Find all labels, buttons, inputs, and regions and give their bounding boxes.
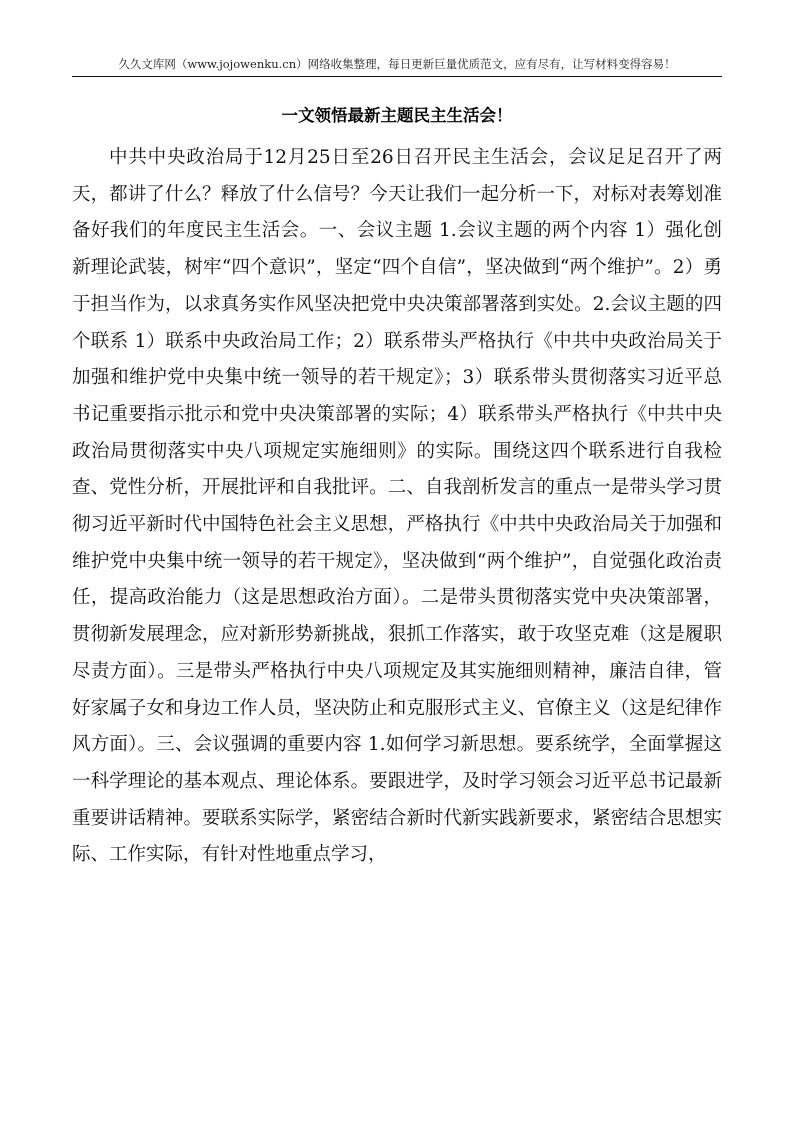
document-body: 中共中央政治局于12月25日至26日召开民主生活会，会议足足召开了两天，都讲了什么？释放了什么信号？今天让我们一起分析一下，对标对表筹划准备好我们的年度民主生活会。一、会议主题 1.会议主题的两个内容 1）强化创新理论武装，树牢“四个意识”，坚定“四个自信”，坚决做到“两个维护”。2）勇于担当作为，以求真务实作风坚决把党中央决策部署落到实处。2.会议主题的四个联系 1）联系中央政治局工作；2）联系带头严格执行《中共中央政治局关于加强和维护党中央集中统一领导的若干规定》；3）联系带头贯彻落实习近平总书记重要指示批示和党中央决策部署的实际；4）联系带头严格执行《中共中央政治局贯彻落实中央八项规定实施细则》的实际。围绕这四个联系进行自我检查、党性分析，开展批评和自我批评。二、自我剖析发言的重点一是带头学习贯彻习近平新时代中国特色社会主义思想，严格执行《中共中央政治局关于加强和维护党中央集中统一领导的若干规定》，坚决做到“两个维护”，自觉强化政治责任，提高政治能力（这是思想政治方面）。二是带头贯彻落实党中央决策部署，贯彻新发展理念，应对新形势新挑战，狠抓工作落实，敢于攻坚克难（这是履职尽责方面）。三是带头严格执行中央八项规定及其实施细则精神，廉洁自律，管好家属子女和身边工作人员，坚决防止和克服形式主义、官僚主义（这是纪律作风方面）。三、会议强调的重要内容 1.如何学习新思想。要系统学，全面掌握这一科学理论的基本观点、理论体系。要跟进学，及时学习领会习近平总书记最新重要讲话精神。要联系实际学，紧密结合新时代新实践新要求，紧密结合思想实际、工作实际，有针对性地重点学习， (72, 147, 722, 866)
page-header: 久久文库网（www.jojowenku.cn）网络收集整理，每日更新巨量优质范文，应有尽有，让写材料变得容易！ (72, 54, 722, 77)
document-title: 一文领悟最新主题民主生活会！ (281, 106, 513, 125)
